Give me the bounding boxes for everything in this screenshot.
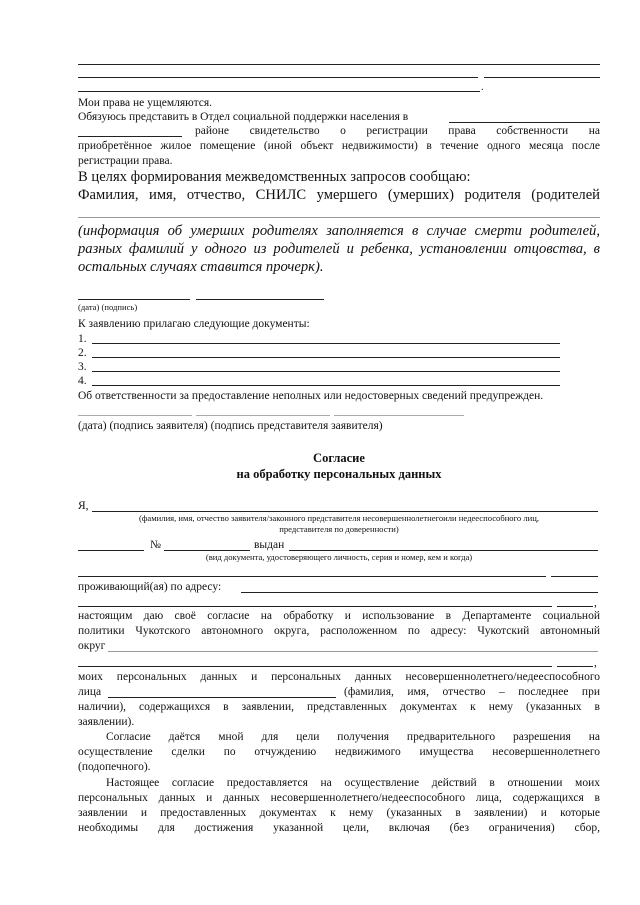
actions-text: необходимы для достижения указанной цели, включая (без ограничения) сбор, xyxy=(78,822,600,834)
consent-text: моих персональных данных и персональных данных несовершеннолетнего/недееспособного xyxy=(78,671,600,683)
blank-line[interactable] xyxy=(78,91,480,92)
attach-item-field[interactable] xyxy=(92,385,560,386)
minor-name-field[interactable] xyxy=(108,697,336,698)
date-field[interactable] xyxy=(78,299,190,300)
consent-text: лица xyxy=(78,686,102,698)
info-note: разных фамилий у одного из родителей и ребенка, установлении отцовства, в xyxy=(78,241,600,257)
comma: , xyxy=(594,657,597,669)
blank-line[interactable] xyxy=(78,64,600,65)
i-label: Я, xyxy=(78,500,89,512)
attach-item-field[interactable] xyxy=(92,371,560,372)
blank-line[interactable] xyxy=(78,77,478,78)
date-field[interactable] xyxy=(78,415,192,416)
blank-line[interactable] xyxy=(551,576,598,577)
attach-item-number: 2. xyxy=(78,347,87,359)
document-series-field[interactable] xyxy=(78,550,144,551)
consent-subtitle: на обработку персональных данных xyxy=(236,467,442,481)
consent-text: (фамилия, имя, отчество – последнее при xyxy=(344,686,600,698)
issued-label: выдан xyxy=(254,539,285,551)
signature-field[interactable] xyxy=(196,299,324,300)
obligation-line: Обязуюсь представить в Отдел социальной поддержки населения в xyxy=(78,111,409,123)
actions-text: Настоящее согласие предоставляется на осуществление действий в отношении моих xyxy=(106,777,600,789)
obligation-line: приобретённое жилое помещение (иной объект недвижимости) в течение одного месяца после xyxy=(78,140,600,152)
applicant-name-field[interactable] xyxy=(92,511,598,512)
deceased-parent-field[interactable] xyxy=(78,217,600,218)
attach-item-number: 4. xyxy=(78,375,87,387)
address-field[interactable] xyxy=(557,606,593,607)
info-note: остальных случаях ставится прочерк). xyxy=(78,259,324,275)
residing-label: проживающий(ая) по адресу: xyxy=(78,581,222,593)
okrug-label: округ xyxy=(78,640,106,652)
deceased-parent-label: Фамилия, имя, отчество, СНИЛС умершего (умерших) родителя (родителей xyxy=(78,187,600,203)
responsibility-text: Об ответственности за предоставление неполных или недостоверных сведений предупрежден. xyxy=(78,390,544,402)
district-name-field[interactable] xyxy=(78,136,182,137)
attach-item-number: 1. xyxy=(78,333,87,345)
consent-text: заявлении). xyxy=(78,716,135,728)
date-sign-caption: (дата) (подпись) xyxy=(78,302,138,312)
date-sign-applicant-caption: (дата) (подпись заявителя) (подпись представителя заявителя) xyxy=(78,420,383,432)
issued-by-field[interactable] xyxy=(289,550,598,551)
blank-line[interactable] xyxy=(484,77,600,78)
district-field[interactable] xyxy=(449,122,600,123)
number-sign: № xyxy=(150,539,161,551)
attach-item-field[interactable] xyxy=(92,357,560,358)
actions-text: персональных данных и данных несовершеннолетнего/недееспособного лица, содержащихся в xyxy=(78,792,600,804)
doc-caption: (вид документа, удостоверяющего личность, серия и номер, кем и когда) xyxy=(205,552,473,562)
fio-caption: (фамилия, имя, отчество заявителя/законного представителя несовершеннолетнегоили недееспособного лиц, xyxy=(139,513,539,523)
consent-text: наличии), содержащихся в заявлении, представленных документах к нему (указанных в xyxy=(78,701,600,713)
consent-title: Согласие xyxy=(313,451,365,465)
attach-item-number: 3. xyxy=(78,361,87,373)
representative-signature-field[interactable] xyxy=(334,415,464,416)
comma: , xyxy=(594,597,597,609)
blank-line[interactable] xyxy=(557,666,593,667)
period-mark: . xyxy=(481,82,484,93)
purpose-text: Согласие даётся мной для цели получения предварительного разрешения на xyxy=(106,731,600,743)
purpose-text: (подопечного). xyxy=(78,761,151,773)
fio-caption: представителя по доверенности) xyxy=(279,524,399,534)
address-field[interactable] xyxy=(78,606,552,607)
actions-text: заявлении и предоставленных документах к нему (указанных в заявлении) и которые xyxy=(78,807,600,819)
applicant-signature-field[interactable] xyxy=(196,415,330,416)
blank-line[interactable] xyxy=(78,666,552,667)
info-note: (информация об умерших родителях заполняется в случае смерти родителей, xyxy=(78,223,600,239)
attach-intro: К заявлению прилагаю следующие документы: xyxy=(78,318,310,330)
consent-text: настоящим даю своё согласие на обработку и использование в Департаменте социальной xyxy=(78,610,600,622)
okrug-address-field[interactable] xyxy=(108,651,598,652)
document-number-field[interactable] xyxy=(164,550,250,551)
address-field[interactable] xyxy=(241,592,598,593)
attach-item-field[interactable] xyxy=(92,343,560,344)
rights-text: Мои права не ущемляются. xyxy=(78,97,213,109)
obligation-line: районе свидетельство о регистрации права собственности на xyxy=(195,125,600,137)
interdept-heading: В целях формирования межведомственных запросов сообщаю: xyxy=(78,169,471,185)
blank-line[interactable] xyxy=(78,576,546,577)
consent-text: политики Чукотского автономного округа, расположенном по адресу: Чукотский автономный xyxy=(78,625,600,637)
obligation-line: регистрации права. xyxy=(78,155,173,167)
purpose-text: осуществление сделки по отчуждению недвижимого имущества несовершеннолетнего xyxy=(78,746,600,758)
